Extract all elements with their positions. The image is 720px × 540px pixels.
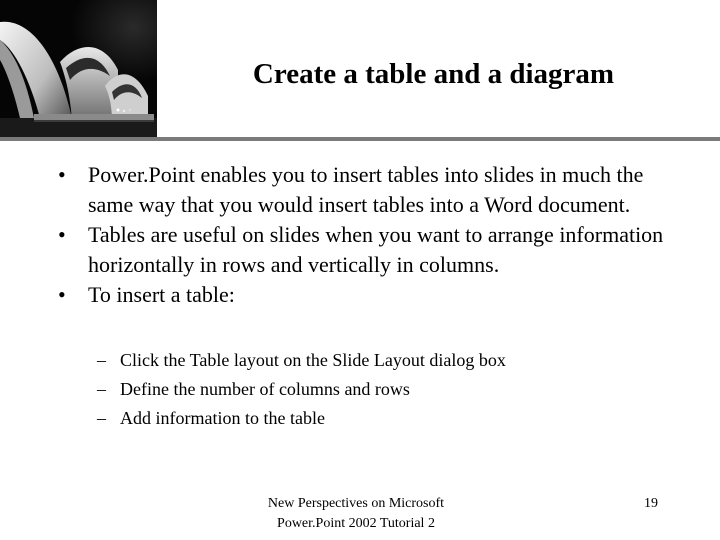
sub-bullet-glyph: – <box>97 379 106 399</box>
sub-bullet-item <box>97 375 506 404</box>
sub-bullet-text: Define the number of columns and rows <box>120 379 410 399</box>
sub-bullet-text: Click the Table layout on the Slide Layout dialog box <box>120 350 506 370</box>
opera-house-photo <box>0 0 157 137</box>
sub-bullet-glyph: – <box>97 408 106 428</box>
sub-bullet-glyph: – <box>97 350 106 370</box>
footer-line-1: New Perspectives on Microsoft <box>267 496 445 511</box>
bullet-item <box>58 160 668 220</box>
bullet-item <box>58 220 668 280</box>
page-number: 19 <box>644 496 658 511</box>
bullet-text: To insert a table: <box>88 282 235 307</box>
title-divider <box>0 137 720 141</box>
bullet-text: Power.Point enables you to insert tables into slides in much the same way that you would insert tables into a Word document. <box>88 162 644 217</box>
sub-bullet-item <box>97 404 506 433</box>
sub-bullet-item <box>97 346 506 375</box>
bullet-glyph: • <box>58 162 66 187</box>
bullet-text: Tables are useful on slides when you want to arrange information horizontally in rows and vertically in columns. <box>88 222 664 277</box>
footer-caption <box>240 494 472 534</box>
bullet-list <box>58 160 668 310</box>
sub-bullet-list <box>97 346 506 433</box>
slide-title: Create a table and a diagram <box>252 58 615 90</box>
opera-house-image <box>0 0 157 137</box>
sub-bullet-text: Add information to the table <box>120 408 325 428</box>
bullet-item <box>58 280 668 310</box>
bullet-glyph: • <box>58 282 66 307</box>
bullet-glyph: • <box>58 222 66 247</box>
footer-line-2: Power.Point 2002 Tutorial 2 <box>277 516 435 531</box>
